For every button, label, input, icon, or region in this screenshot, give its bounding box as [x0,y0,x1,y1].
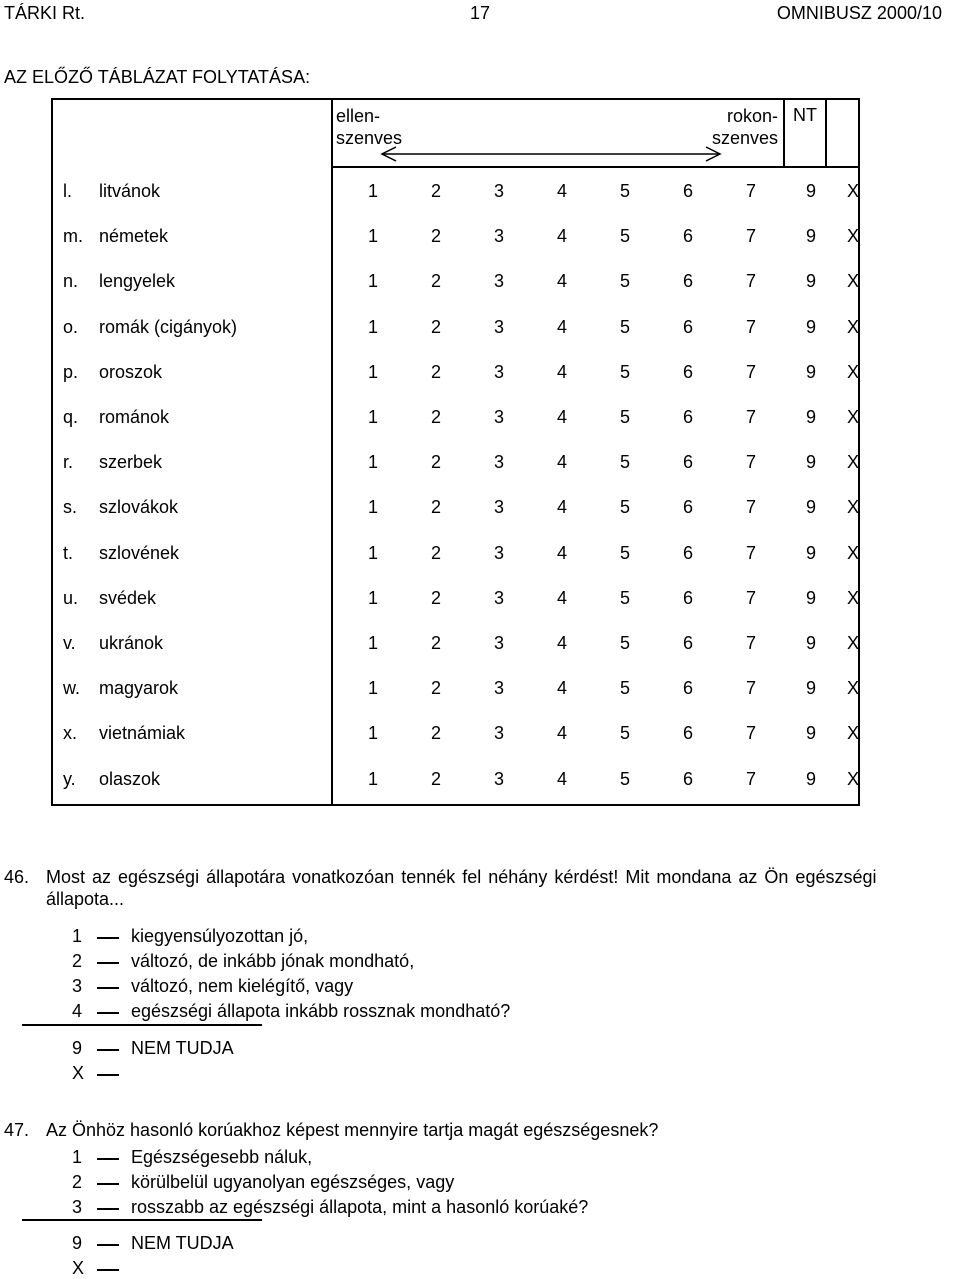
scale-option[interactable]: X [846,542,859,563]
row-letter: m. [63,226,83,247]
scale-option[interactable]: 7 [745,181,756,201]
scale-option[interactable]: 5 [619,723,630,744]
scale-option[interactable]: 3 [493,633,504,653]
scale-option[interactable]: 7 [745,723,756,744]
scale-option[interactable]: 6 [682,316,693,337]
table-row [53,723,858,768]
scale-option[interactable]: 2 [430,181,441,201]
scale-option[interactable]: 9 [805,271,816,292]
scale-option[interactable]: 1 [367,452,378,473]
table-row [53,678,858,723]
scale-option[interactable]: 1 [367,678,378,699]
scale-option[interactable]: X [846,768,859,789]
option-text: rosszabb az egészségi állapota, mint a hasonló korúaké? [131,1197,589,1217]
option-dash [97,1049,119,1051]
scale-option[interactable]: 9 [805,181,816,201]
scale-option[interactable]: 4 [556,361,567,382]
option-dash [97,1012,119,1014]
scale-option[interactable]: 4 [556,316,567,337]
option-code[interactable]: 9 [72,1038,83,1058]
option-dash [97,1183,119,1185]
scale-option[interactable]: 9 [805,226,816,247]
row-label: oroszok [99,361,163,382]
scale-option[interactable]: X [846,361,859,382]
scale-option[interactable]: 7 [745,226,756,247]
row-letter: y. [63,768,76,789]
scale-option[interactable]: 1 [367,497,378,518]
scale-option[interactable]: 1 [367,181,378,201]
scale-option[interactable]: 6 [682,407,693,427]
scale-option[interactable]: 2 [430,407,441,427]
scale-option[interactable]: 5 [619,678,630,699]
option-dash [97,937,119,939]
q47-separator [22,1219,262,1221]
scale-option[interactable]: X [846,452,859,473]
scale-option[interactable]: 9 [805,452,816,473]
scale-option[interactable]: 4 [556,452,567,473]
scale-option[interactable]: X [846,678,859,699]
row-letter: n. [63,271,79,292]
scale-option[interactable]: 6 [682,542,693,563]
scale-option[interactable]: 1 [367,316,378,337]
option-code[interactable]: 2 [72,951,83,971]
scale-option[interactable]: 6 [682,678,693,699]
header-disliking: ellen- szenves [336,106,403,148]
scale-option[interactable]: 9 [805,497,816,518]
scale-option[interactable]: 4 [556,407,567,427]
option-code[interactable]: 3 [72,1197,83,1217]
scale-option[interactable]: 1 [367,226,378,247]
header-liking: rokon- szenves [712,106,779,148]
row-letter: q. [63,407,79,427]
scale-option[interactable]: 1 [367,768,378,789]
scale-option[interactable]: 6 [682,271,693,292]
scale-option[interactable]: 5 [619,587,630,608]
row-letter: x. [63,723,78,744]
option-text: változó, nem kielégítő, vagy [131,976,354,996]
scale-option[interactable]: 7 [745,316,756,337]
scale-option[interactable]: 2 [430,542,441,563]
header-right: OMNIBUSZ 2000/10 [776,3,942,23]
scale-option[interactable]: 4 [556,497,567,518]
q46-text-line1: Most az egészségi állapotára vonatkozóan tennék fel néhány kérdést! Mit mondana az Ön egészségi [46,867,877,887]
scale-option[interactable]: 3 [493,226,504,247]
scale-option[interactable]: 6 [682,497,693,518]
table-row [53,769,858,814]
row-letter: t. [63,542,74,563]
scale-option[interactable]: 2 [430,723,441,744]
scale-option[interactable]: 5 [619,497,630,518]
scale-option[interactable]: 6 [682,181,693,201]
row-label: románok [99,407,170,427]
scale-option[interactable]: 5 [619,361,630,382]
option-dash [97,1244,119,1246]
option-code[interactable]: 1 [72,1147,83,1167]
scale-option[interactable]: X [846,723,859,744]
scale-option[interactable]: 5 [619,542,630,563]
q46-number: 46. [4,867,30,887]
option-text: NEM TUDJA [131,1038,234,1058]
row-label: litvánok [99,181,161,201]
scale-option[interactable]: X [846,271,859,292]
option-text: körülbelül ugyanolyan egészséges, vagy [131,1172,455,1192]
scale-option[interactable]: 5 [619,407,630,427]
q46-separator [22,1024,262,1026]
option-code[interactable]: 2 [72,1172,83,1192]
row-letter: v. [63,633,76,653]
option-dash [97,987,119,989]
scale-option[interactable]: 3 [493,407,504,427]
scale-option[interactable]: 5 [619,316,630,337]
scale-option[interactable]: X [846,497,859,518]
scale-option[interactable]: 9 [805,768,816,789]
scale-option[interactable]: 2 [430,587,441,608]
scale-option[interactable]: 7 [745,768,756,789]
table-divider-nt [783,98,785,168]
scale-option[interactable]: 1 [367,542,378,563]
scale-option[interactable]: 5 [619,768,630,789]
scale-option[interactable]: 2 [430,226,441,247]
row-label: németek [99,226,169,247]
scale-option[interactable]: 7 [745,497,756,518]
option-text: kiegyensúlyozottan jó, [131,926,309,946]
option-dash [97,1074,119,1076]
scale-option[interactable]: 2 [430,768,441,789]
row-letter: l. [63,181,72,201]
scale-option[interactable]: 9 [805,542,816,563]
scale-option[interactable]: 7 [745,361,756,382]
scale-option[interactable]: 4 [556,587,567,608]
row-letter: u. [63,587,79,608]
option-code[interactable]: 1 [72,926,83,946]
scale-option[interactable]: 6 [682,452,693,473]
q47-number: 47. [4,1120,30,1140]
row-label: magyarok [99,678,179,699]
scale-option[interactable]: 4 [556,678,567,699]
scale-option[interactable]: 5 [619,181,630,201]
scale-option[interactable]: 2 [430,452,441,473]
header-left: TÁRKI Rt. [4,3,86,23]
option-code[interactable]: X [72,1063,85,1083]
q46-text-line2: állapota... [46,889,125,909]
table-row [53,633,858,678]
scale-option[interactable]: 9 [805,407,816,427]
table-row [53,588,858,633]
row-letter: s. [63,497,78,518]
table-row [53,181,858,226]
row-label: lengyelek [99,271,176,292]
option-dash [97,1158,119,1160]
scale-option[interactable]: 5 [619,271,630,292]
scale-option[interactable]: 7 [745,678,756,699]
scale-option[interactable]: 6 [682,226,693,247]
row-label: vietnámiak [99,723,186,744]
option-dash [97,1208,119,1210]
scale-option[interactable]: 6 [682,361,693,382]
scale-option[interactable]: 7 [745,542,756,563]
scale-option[interactable]: 1 [367,407,378,427]
row-label: olaszok [99,768,161,789]
scale-option[interactable]: 2 [430,361,441,382]
scale-option[interactable]: 4 [556,633,567,653]
scale-option[interactable]: 3 [493,271,504,292]
scale-option[interactable]: 7 [745,633,756,653]
option-dash [97,1269,119,1271]
scale-option[interactable]: X [846,226,859,247]
scale-option[interactable]: 9 [805,723,816,744]
table-row [53,362,858,407]
header-nt: NT [793,105,817,125]
scale-option[interactable]: 1 [367,587,378,608]
scale-option[interactable]: 6 [682,633,693,653]
row-letter: p. [63,361,79,382]
scale-option[interactable]: 2 [430,497,441,518]
scale-option[interactable]: 1 [367,633,378,653]
scale-option[interactable]: 9 [805,316,816,337]
table-row [53,226,858,271]
scale-option[interactable]: 5 [619,452,630,473]
scale-option[interactable]: 9 [805,587,816,608]
scale-option[interactable]: 6 [682,587,693,608]
scale-option[interactable]: 5 [619,633,630,653]
scale-option[interactable]: 3 [493,768,504,789]
scale-option[interactable]: 3 [493,587,504,608]
row-label: ukránok [99,633,164,653]
row-letter: w. [63,678,81,699]
scale-option[interactable]: 1 [367,271,378,292]
table-divider-right [825,98,827,168]
scale-option[interactable]: 2 [430,271,441,292]
row-label: szlovákok [99,497,179,518]
table-row [53,271,858,316]
scale-option[interactable]: 3 [493,181,504,201]
scale-option[interactable]: 4 [556,181,567,201]
option-text: változó, de inkább jónak mondható, [131,951,415,971]
scale-option[interactable]: 3 [493,316,504,337]
scale-option[interactable]: 2 [430,633,441,653]
scale-option[interactable]: 6 [682,723,693,744]
option-text: NEM TUDJA [131,1233,234,1253]
option-text: Egészségesebb náluk, [131,1147,313,1167]
scale-option[interactable]: X [846,181,859,201]
scale-option[interactable]: 3 [493,452,504,473]
scale-option[interactable]: 4 [556,723,567,744]
scale-option[interactable]: 9 [805,361,816,382]
scale-option[interactable]: X [846,407,859,427]
scale-option[interactable]: 7 [745,452,756,473]
option-code[interactable]: 9 [72,1233,83,1253]
scale-option[interactable]: 4 [556,768,567,789]
scale-option[interactable]: X [846,633,859,653]
page-number: 17 [470,3,491,23]
scale-option[interactable]: 7 [745,271,756,292]
row-letter: r. [63,452,74,473]
table-header-rule [331,166,860,168]
table-row [53,317,858,362]
scale-option[interactable]: 7 [745,407,756,427]
scale-option[interactable]: 4 [556,542,567,563]
scale-option[interactable]: 3 [493,542,504,563]
scale-option[interactable]: 4 [556,226,567,247]
scale-option[interactable]: 5 [619,226,630,247]
table-row [53,407,858,452]
option-text: egészségi állapota inkább rossznak mondható? [131,1001,511,1021]
scale-option[interactable]: 6 [682,768,693,789]
option-dash [97,962,119,964]
scale-option[interactable]: 4 [556,271,567,292]
scale-option[interactable]: 3 [493,497,504,518]
row-label: szerbek [99,452,163,473]
option-code[interactable]: 4 [72,1001,83,1021]
scale-option[interactable]: X [846,587,859,608]
table-row [53,497,858,542]
table-row [53,543,858,588]
scale-option[interactable]: 9 [805,678,816,699]
scale-option[interactable]: 3 [493,361,504,382]
option-code[interactable]: X [72,1258,85,1278]
scale-option[interactable]: 9 [805,633,816,653]
scale-option[interactable]: 2 [430,316,441,337]
row-letter: o. [63,316,79,337]
scale-option[interactable]: 3 [493,678,504,699]
continuation-title: AZ ELŐZŐ TÁBLÁZAT FOLYTATÁSA: [4,67,311,87]
option-code[interactable]: 3 [72,976,83,996]
scale-option[interactable]: 2 [430,678,441,699]
row-label: szlovének [99,542,180,563]
scale-option[interactable]: 7 [745,587,756,608]
row-label: svédek [99,587,157,608]
scale-option[interactable]: 1 [367,361,378,382]
scale-arrow-icon [378,144,724,164]
q47-text: Az Önhöz hasonló korúakhoz képest mennyire tartja magát egészségesnek? [46,1120,659,1140]
scale-option[interactable]: 3 [493,723,504,744]
row-label: romák (cigányok) [99,316,238,337]
scale-option[interactable]: X [846,316,859,337]
scale-option[interactable]: 1 [367,723,378,744]
table-row [53,452,858,497]
